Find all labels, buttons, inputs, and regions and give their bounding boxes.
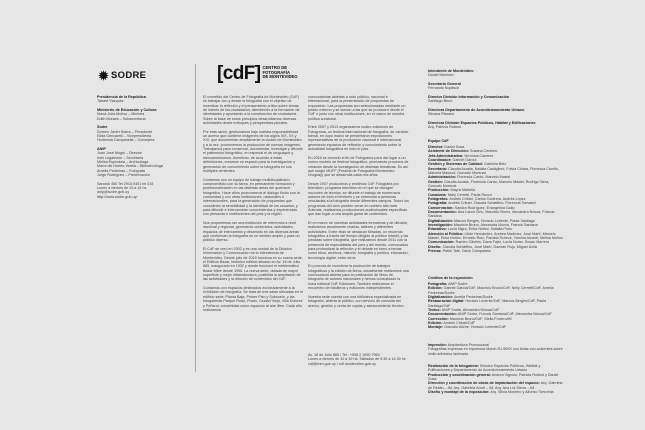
credit-role: Textos: <box>428 307 441 312</box>
team-role: Fotografía: <box>428 201 448 206</box>
team-names: Nelly Cerretti, Paola Rocco <box>447 192 492 197</box>
credit-names: ANIP Sodre, Francis Santana/CdF, Alexandra Nóvoa/CdF <box>457 312 552 317</box>
team-role: Curaduría: <box>428 192 447 197</box>
team-role: Educativo: <box>428 227 447 232</box>
team-role: Prensa: <box>428 249 442 254</box>
cdf-text-column-2 <box>308 95 409 345</box>
credit-heading: Director División Información y Comunicación <box>428 94 510 99</box>
credit-names: División Espacios Públicos, Hábitat y Edificaciones y Departamento de Acondicionamiento Urbano <box>428 364 541 373</box>
credit-heading: Directora Departamento de Acondicionamiento Urbano <box>428 107 525 112</box>
body-paragraph: convocatorias abiertas a todo público, nacional e internacional, para la presentación de propuestas de exposición. Las propuestas son seleccionadas mediante un jurado externo y se suman a las que se producen desde el CdF o junto con otras instituciones, en el marco de nuestra política curatorial. <box>308 95 406 121</box>
team-names: Mauricio Bruno, Alexandra Nóvoa, Francis Santana <box>453 223 538 228</box>
team-entry <box>428 210 563 219</box>
team-names: Lilián Hernández, Andrea Martínez, José Martí, Marcelo Masiel, Erika Núñez, Ernesto Ruiz, Pamela Scheck, Yamina Aicardi, Melina Muñoz <box>428 231 563 241</box>
credit-line: Inés Legaleone – Secretaria <box>97 155 144 160</box>
body-paragraph: Desde 2007 producimos y emitimos CdF Fotografía por televisión, programa televisivo en el que se divulgan nociones de técnica, se difunde el trabajo de numerosos autores de todo el territorio y se entrevista a personas vinculadas a la fotografía desde diferentes campos. Todos los programas del ciclo pueden verse en nuestro sitio web. Además, realizamos producciones audiovisuales específicas que dan lugar a una amplia gama de contenidos. <box>308 181 409 217</box>
credit-role: Diseño y montaje de la exposición: <box>428 390 490 395</box>
team-role: Jefa Administrativa: <box>428 153 464 158</box>
credit-role: Corrección: <box>428 316 449 321</box>
credit-role: Documentación: <box>428 312 457 317</box>
team-role: Administración: <box>428 175 457 180</box>
credit-line: Arq. Patricia Roland <box>428 125 461 130</box>
contact-line: Sarandí 450 Tel 2915 0401 int 315 <box>97 181 154 186</box>
cdf-logo-name <box>262 66 297 80</box>
body-paragraph: En el marco de nuestras actividades formativas y de difusión, realizamos anualmente charlas, talleres y diferentes actividades. Entre ellas se destacan Miradas, un recorrido fotográfico a través del tiempo dirigido al público infantil, y las jornadas sobre fotografía, que realizamos desde 2011 con la presencia de especialistas del país y del mundo, convocados para profundizar la reflexión y el debate en torno a temas como ética, archivos, historia, fotografía y política, educación, tecnología digital, entre otros. <box>308 220 409 260</box>
sodre-credits <box>97 95 192 203</box>
team-names: Susana Centeno <box>470 149 498 154</box>
production-credits <box>428 364 563 394</box>
printing-credits <box>428 343 563 356</box>
team-names: Andrés Cribari, Claudia Schiaffino, Florencia Tomasini <box>448 201 537 206</box>
credit-line: Fernando Nopitsch <box>428 86 460 91</box>
body-paragraph: Nuestra sede cuenta con una biblioteca especializada en fotografía, abierta al público, con servicio de consulta del acervo, gestión y venta de copias y asesoramiento técnico. <box>308 294 405 308</box>
credit-names: Amelia Pedreiras/Sodre <box>453 294 493 299</box>
credit-line: Edith Moraes – Subsecretaria <box>97 116 146 121</box>
cdf-logo-line: DE MONTEVIDEO <box>262 74 298 80</box>
credit-line: Jorge Rodríguez – Preservación <box>97 173 150 178</box>
credit-line: Doreen Javier Ibarra – Presidente <box>97 129 153 134</box>
credit-names: Andrea Vignolo, Patricia Roland y Daniel Sosa <box>428 372 559 382</box>
credit-role: Edición: <box>428 286 443 291</box>
credit-entry <box>428 325 563 329</box>
team-role: Documentación: <box>428 210 457 214</box>
credit-block <box>428 95 563 104</box>
credit-names: Arquitectura Promocional <box>447 343 490 347</box>
exhibition-credits <box>428 276 563 330</box>
team-role: Investigación: <box>428 223 453 228</box>
sodre-logo <box>98 69 146 81</box>
credit-block <box>428 121 563 130</box>
team-role: Gestión: <box>428 179 443 184</box>
credit-role: Digitalización: <box>428 294 453 299</box>
credit-entry <box>428 390 563 394</box>
credit-heading: Sodre <box>97 125 108 130</box>
sodre-logo-text: SODRE <box>111 69 147 81</box>
credit-entry <box>428 381 563 390</box>
body-paragraph: En procura de incentivar la producción de trabajos fotográficos y la edición de libros, anualmente realizamos una convocatoria abierta para la publicación de libros de fotografía de autores nacionales y hemos consolidado la línea editorial CdF Ediciones. También realizamos el encuentro de fotolibros y ediciones independientes. <box>308 264 409 291</box>
team-entry <box>428 167 563 176</box>
credit-line: Amelia Pedreiras – Fotógrafa <box>97 168 145 173</box>
credit-names: Andrés Cribari/CdF <box>443 320 475 325</box>
team-role: Fotógrafos: <box>428 196 449 201</box>
sodre-contact <box>97 182 192 199</box>
cdf-logo-line: CENTRO DE <box>262 65 288 70</box>
body-paragraph: Contamos con un equipo de trabajo multidisciplinario, comprometido con su tarea, en permanente formación y profesionalización en las distintas áreas del quehacer fotográfico. Hace años promovemos el diálogo fluido con la comunidad y con otras instituciones, nacionales e internacionales, para la generación de propuestas que consideren la sensibilidad y la identidad de los usuarios, y para difundir e intercambiar conocimientos y experiencias con personas e instituciones del país y la región. <box>203 177 300 217</box>
credits-heading: Créditos de la exposición <box>428 276 473 280</box>
credit-heading: Ministerio de Educación y Cultura <box>97 107 157 112</box>
credit-entry <box>428 373 563 382</box>
cdf-logo-line: FOTOGRAFÍA <box>262 69 291 75</box>
credit-line: Tabaré Vázquez <box>97 99 124 104</box>
team-role: Director: <box>428 144 444 149</box>
credit-role: Impresión: <box>428 343 447 347</box>
team-names: Verónica Cáceres <box>464 153 494 158</box>
team-names: Lucía Nigro, Erika Núñez, Natalia Porto <box>447 227 513 232</box>
team-names: Daniel Sosa <box>444 144 465 149</box>
credit-line: Juan José Mogni – Director <box>97 151 142 156</box>
body-paragraph: El cometido del Centro de Fotografía de Montevideo (CdF) es trabajar con y desde la fotografía con el objetivo de incentivar la reflexión y el pensamiento crítico sobre temas de interés de los ciudadanos, atendiendo a la formación de identidades y apuntando a la construcción de ciudadanía. Sobre la base de estos principios desarrollamos diversas actividades desde enfoques y perspectivas plurales. <box>203 95 300 126</box>
credit-role: Realización de la fotogalería: <box>428 364 479 368</box>
credit-block <box>97 125 192 142</box>
contact-line: Lunes a viernes de 10 a 16 hs <box>97 186 147 191</box>
team-names: Pablo Tate, Darío Campalans <box>442 249 491 254</box>
cdf-logo-mark: [cdF] <box>217 63 261 84</box>
contact-line: cdf@imm.gub.uy / cdf.montevideo.gub.uy <box>308 361 376 366</box>
credit-line: Elida Gencarelli – Vicepresidenta <box>97 134 152 138</box>
credit-block <box>97 147 192 177</box>
team-names: Sandra Rodríguez, Evangelina Gallo <box>454 205 515 210</box>
credit-block <box>428 69 563 78</box>
credit-block <box>428 82 563 91</box>
credit-entry <box>428 364 563 373</box>
credit-role: Montaje: <box>428 325 444 330</box>
team-role: Gestión y Sistemas de Calidad: <box>428 162 483 167</box>
credit-heading: Directora División Espacios Públicos, Hábitat y Edificaciones <box>428 120 536 125</box>
sodre-sunburst-icon <box>98 70 109 81</box>
credit-names: Gabriel García/CdF, Mauricio Bruno/CdF, Nelly Cerretti/CdF, Amelia Pedreiras/Sodre <box>428 286 554 295</box>
team-names: Ramiro Cibeles, Dana Fajer, Lucía Nolan, Susan Marrero <box>455 240 550 245</box>
contact-line: Lunes a viernes de 10 a 19 hs. Sábados de 9.30 a 14.30 hs <box>308 357 406 362</box>
team-role: Coordinador: <box>428 157 452 162</box>
team-names: Florencia Cardo, Marcelo Masiel <box>457 175 511 180</box>
team-entry <box>428 232 563 241</box>
body-paragraph: Entre 2007 y 2013 organizamos cuatro ediciones de Fotograma, un festival internacional de fotografía, de carácter bienal, en cuyo marco se presentaron exposiciones representativas de la producción nacional e internacional, generando espacios de reflexión y conocimiento sobre la actualidad fotográfica en todo el país. <box>308 125 409 152</box>
credit-line: María del Huerto Varela – Bibliotecóloga <box>97 164 163 169</box>
body-paragraph: Nos proponemos ser una institución de referencia a nivel nacional y regional, generando contenidos, actividades, espacios de intercambio y desarrollo en las diversas áreas que conforman la fotografía en un sentido amplio y para un público diverso. <box>203 220 300 243</box>
credit-role: Dirección y coordinación de obras de implantación del espacio: <box>428 381 540 386</box>
team-names: Gabriel García <box>452 157 477 162</box>
contact-line: Av. 18 de Julio 885 / Tel.: +598 2 1950 7960 <box>308 353 380 357</box>
credit-names: Arq. Silvia Montero y Alfonso Tortorella <box>490 390 554 395</box>
team-names: Mayra Martella <box>450 188 475 193</box>
credit-role: Fotografía: <box>428 281 448 286</box>
credit-entry <box>428 299 563 308</box>
team-names: Andrés Cribari, Carlos Contrera, Andrés López <box>449 196 526 201</box>
body-paragraph: En 2016 se anunció el fin de Fotograma para dar lugar a un nuevo modelo de festival fotográfico, priorizando procesos de creación desde la investigación de distintas temáticas. Es así que surgió MUFF (Festival de Fotografía Montevideo Uruguay) que se desarrolla cada dos años. <box>308 155 409 178</box>
team-names: Gabriela Belo <box>483 162 507 167</box>
credit-names: Gonzalo Aliche, Horacio Loriente/CdF <box>444 325 506 330</box>
credit-block <box>97 95 192 104</box>
team-role: Conservación: <box>428 205 454 210</box>
credit-line: Silvana Pissano <box>428 112 455 117</box>
team-names: Marcos Bergés, Horacio Loriente, Paola Santiago <box>454 218 535 223</box>
contact-website: http://www.sodre.gub.uy/ <box>97 194 138 199</box>
credit-line: María Julia Muñoz – Ministra <box>97 112 145 117</box>
credit-names: ANIP Sodre <box>448 281 468 286</box>
team-role: Atención al Público: <box>428 231 464 236</box>
credit-block <box>428 108 563 117</box>
credit-entry <box>428 286 563 295</box>
team-role: Diseño: <box>428 244 442 249</box>
credit-line: Santiago Brum <box>428 99 453 104</box>
team-list <box>428 139 563 253</box>
team-role: Asistente de Dirección: <box>428 149 469 154</box>
team-role: Digitalización: <box>428 218 453 223</box>
cdf-logo <box>217 62 298 88</box>
cdf-text-column-1 <box>203 95 303 347</box>
credit-heading: Presidencia de la República <box>97 95 146 99</box>
intendencia-credits <box>428 69 563 134</box>
credit-names: Horacio Loriente/CdF, Marcos Bergés/CdF, Paola Santiago/CdF <box>428 299 547 308</box>
credit-heading: Intendente de Montevideo <box>428 69 474 73</box>
credit-names: Mauricio Bruno/CdF, Stella Forrero/IM <box>449 316 512 321</box>
team-names: Ana Laura Cirio, Mauricio Bruno, Alexandra Nóvoa, Francis Santana <box>428 210 555 219</box>
credit-heading: Secretario General <box>428 81 461 86</box>
body-paragraph: Contamos con espacios destinados exclusivamente a la exhibición de fotografía. Se trata de tres salas ubicadas en el edificio sede: Planta Baja, Primer Piso y Subsuelo, y las fotogalerías Parque Rodó, Prado, Ciudad Vieja, Villa Dolores y Peñarol, concebidas como espacios al aire libre. Cada año realizamos <box>203 286 303 312</box>
credit-role: Producción y coordinación general: <box>428 372 491 377</box>
credit-role: Restauración digital: <box>428 299 465 304</box>
team-heading: Equipo CdF <box>428 139 449 143</box>
credit-line: Daniel Martínez <box>428 73 454 78</box>
column-divider <box>195 64 196 372</box>
team-role: Producción: <box>428 188 450 193</box>
team-names: Claudia Acosta, Natalia Castiglioni, Fulvia Chiara, Florencia Cruells, Marcela Masood, Gonzalo Morenat <box>428 166 559 175</box>
printing-note: Fotografías impresas en impresora Mutoh RJ-900X con tintas eco-solventes sobre vinilo adhesivo laminado. <box>428 347 563 356</box>
credit-names: ANIP Sodre, Alexandra Nóvoa/CdF <box>441 307 500 312</box>
credit-heading: ANIP <box>97 146 106 151</box>
contact-email: anip@sodre.gub.uy <box>97 190 130 195</box>
team-entry <box>428 249 563 253</box>
body-paragraph: El CdF se creó en 2002 y es una unidad de la División Información y Comunicación de la Intendencia de Montevideo. Desde julio de 2015 funciona en su nueva sede, el Edificio Bazar, histórico edificio situado en Av. 18 de Julio 885, inaugurado en 1932 y donde funcionó el emblemático Bazar Mitre desde 1956. La nueva sede, dotada de mayor superficie y mejor infraestructura, posibilita la ampliación de las actividades y la difusión de contenidos del CdF. <box>203 247 303 282</box>
team-role: Secretaría: <box>428 166 448 171</box>
credit-line: Melisa Espíndola – Archivóloga <box>97 160 149 165</box>
team-entry <box>428 180 563 189</box>
cdf-contact <box>308 353 413 366</box>
credit-role: Edición: <box>428 320 443 325</box>
team-names: Claudia Schiaffino, José Martí, Damián Rojo, Miguel Ávila <box>442 244 537 249</box>
credit-block <box>97 108 192 121</box>
credit-line: Hortensia Campanella – Consejera <box>97 138 155 143</box>
team-role: Comunicación: <box>428 240 455 245</box>
body-paragraph: Por esta razón, gestionamos bajo nuestra responsabilidad un acervo que contiene imágenes de los siglos XIX, XX y XXI, que documentan ampliamente la ciudad de Montevideo y a la vez, promovemos la producción de nuevas imágenes. Trabajamos para conservar, documentar, investigar y difundir el patrimonio fotográfico, en especial el de uruguayos y latinoamericanos. Asimismo, de acuerdo a estas definiciones, creamos un espacio para la investigación y generación de conocimiento sobre la fotografía en sus múltiples vertientes. <box>203 129 303 173</box>
team-names: Claudia Acosta, Florencia Cardo, Marcelo Masiel, Rodrigo Viera, Gonzalo Morenat <box>428 179 550 188</box>
credit-names: Arq. Gabriela de Rellán – IM, Arq. Gabriela Arruti – IM, Arq. Ana Lía Sierra – IM. <box>428 381 563 390</box>
